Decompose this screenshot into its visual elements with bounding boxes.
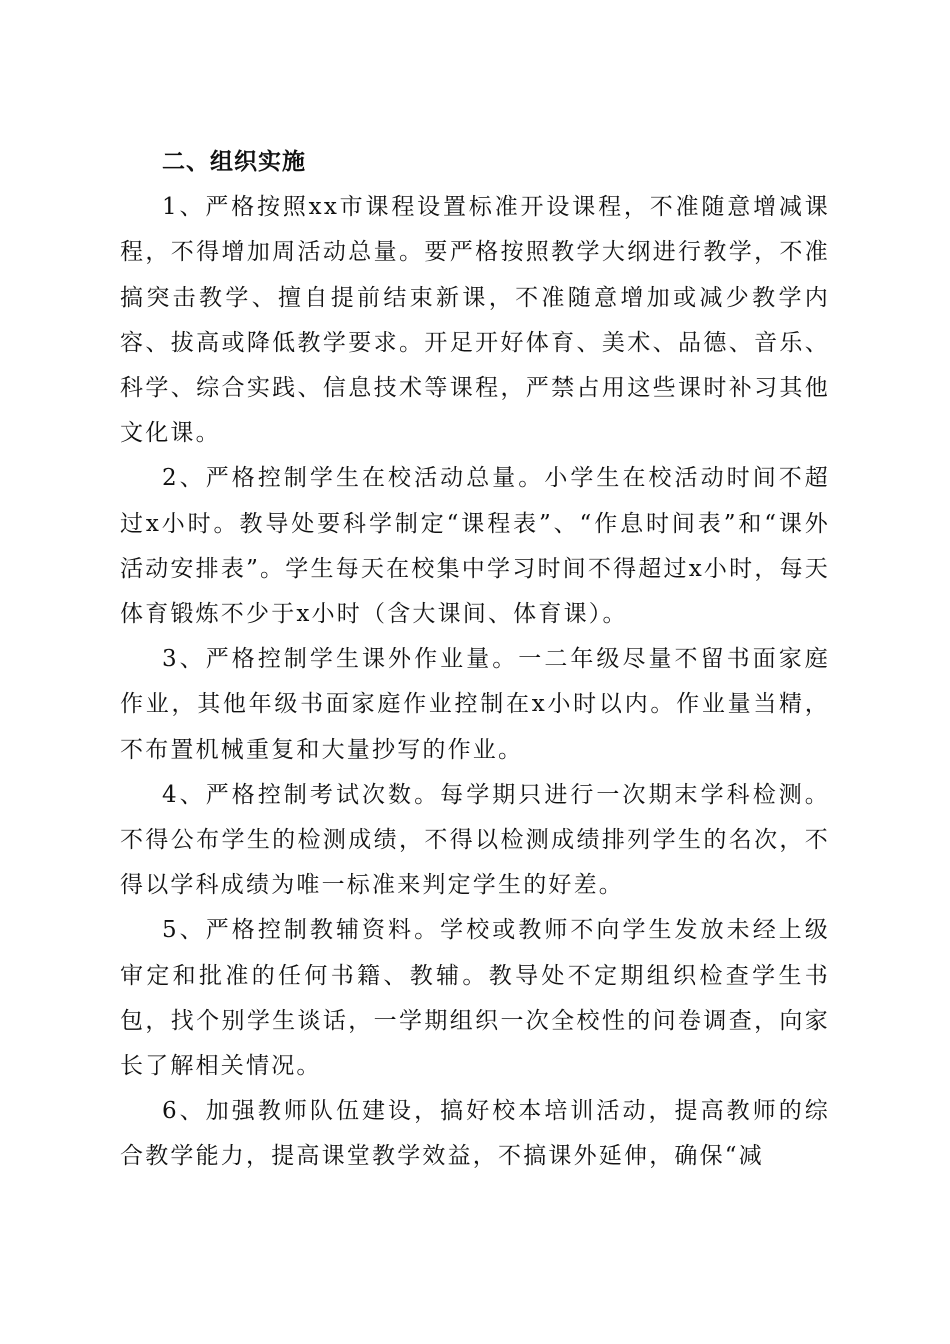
section-heading: 二、组织实施 bbox=[162, 149, 306, 175]
paragraph-3: 3、严格控制学生课外作业量。一二年级尽量不留书面家庭作业，其他年级书面家庭作业控制在x小时以内。作业量当精，不布置机械重复和大量抄写的作业。 bbox=[120, 646, 830, 763]
paragraph-4: 4、严格控制考试次数。每学期只进行一次期末学科检测。不得公布学生的检测成绩，不得以检测成绩排列学生的名次，不得以学科成绩为唯一标准来判定学生的好差。 bbox=[120, 781, 830, 899]
paragraph-6: 6、加强教师队伍建设，搞好校本培训活动，提高教师的综合教学能力，提高课堂教学效益，不搞课外延伸，确保“减 bbox=[120, 1098, 830, 1170]
paragraph-1: 1、严格按照xx市课程设置标准开设课程，不准随意增减课程，不得增加周活动总量。要严格按照教学大纲进行教学，不准搞突击教学、擅自提前结束新课，不准随意增加或减少教学内容、拔高或降低教学要求。开足开好体育、美术、品德、音乐、科学、综合实践、信息技术等课程，严禁占用这些课时补习其他文化课。 bbox=[120, 194, 830, 447]
paragraph-2: 2、严格控制学生在校活动总量。小学生在校活动时间不超过x小时。教导处要科学制定“课程表”、“作息时间表”和“课外活动安排表”。学生每天在校集中学习时间不得超过x小时，每天体育锻炼不少于x小时（含大课间、体育课）。 bbox=[120, 465, 830, 628]
paragraph-5: 5、严格控制教辅资料。学校或教师不向学生发放未经上级审定和批准的任何书籍、教辅。教导处不定期组织检查学生书包，找个别学生谈话，一学期组织一次全校性的问卷调查，向家长了解相关情况。 bbox=[120, 917, 830, 1080]
document-body bbox=[120, 140, 830, 1180]
